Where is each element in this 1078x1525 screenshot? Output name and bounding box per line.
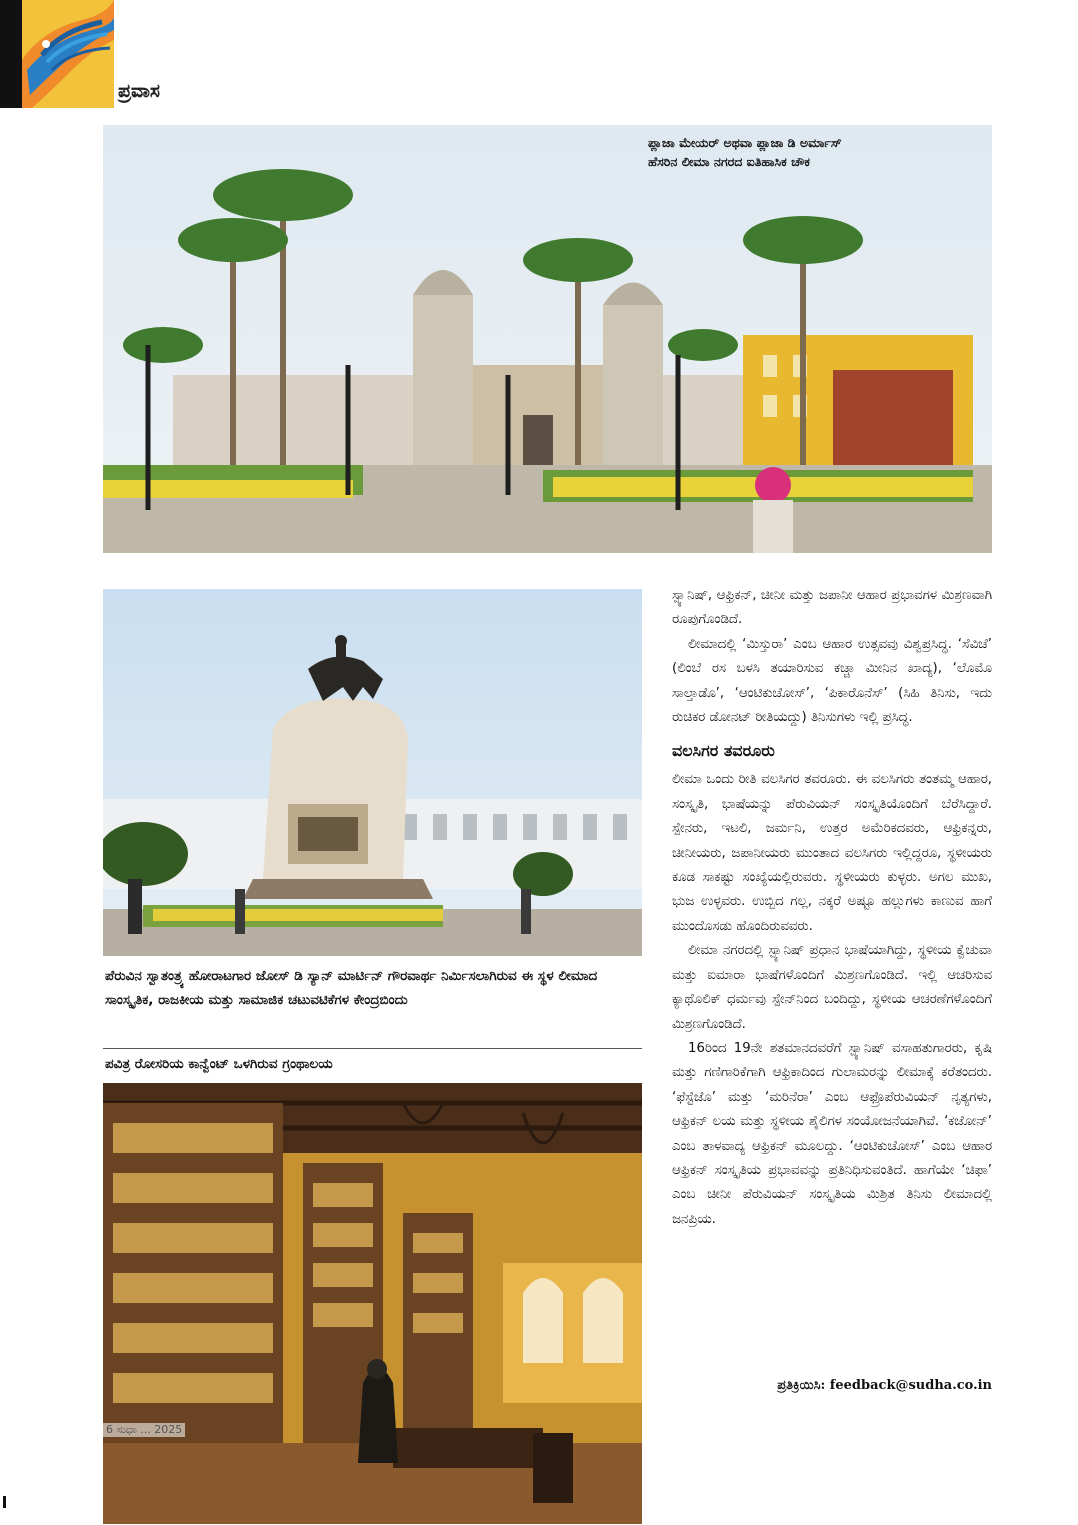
san-martin-statue-photo [103,589,642,956]
article-para-1: ಸ್ಪ್ಯಾನಿಷ್, ಆಫ್ರಿಕನ್, ಚೀನೀ ಮತ್ತು ಜಪಾನೀ ಆಹಾರ ಪ್ರಭಾವಗಳ ಮಿಶ್ರಣವಾಗಿ ರೂಪುಗೊಂಡಿದೆ. [672,588,992,628]
article-body [672,584,992,1232]
statue-caption: ಪೆರುವಿನ ಸ್ವಾತಂತ್ರ್ಯ ಹೋರಾಟಗಾರ ಜೋಸ್ ಡಿ ಸ್ಯಾನ್ ಮಾರ್ಟಿನ್ ಗೌರವಾರ್ಥ ನಿರ್ಮಿಸಲಾಗಿರುವ ಈ ಸ್ಥಳ ಲೀಮಾದ ಸಾಂಸ್ಕೃತಿಕ, ರಾಜಕೀಯ ಮತ್ತು ಸಾಮಾಜಿಕ ಚಟುವಟಿಕೆಗಳ ಕೇಂದ್ರಬಿಂದು [105,968,598,1008]
library-caption: ಪವಿತ್ರ ರೋಸರಿಯ ಕಾನ್ವೆಂಟ್ ಒಳಗಿರುವ ಗ್ರಂಥಾಲಯ [105,1056,333,1072]
page-edge-bar [0,0,22,108]
hero-caption [648,133,968,171]
article-subheading: ವಲಸಿಗರ ತವರೂರು [672,741,775,761]
convent-library-photo [103,1083,642,1524]
article-para-2: ಲೀಮಾದಲ್ಲಿ ‘ಮಿಸ್ತುರಾ’ ಎಂಬ ಆಹಾರ ಉತ್ಸವವು ವಿಶ್ವಪ್ರಸಿದ್ಧ. ‘ಸೆವಿಚೆ’ (ಲಿಂಬೆ ರಸ ಬಳಸಿ ತಯಾರಿಸುವ ಕಚ್ಚಾ ಮೀನಿನ ಖಾದ್ಯ), ‘ಲೊಮೊ ಸಾಲ್ತಾಡೊ’, ‘ಆಂಟಿಕುಚೋಸ್’, ‘ಪಿಕಾರೊನೆಸ್’ (ಸಿಹಿ ತಿನಿಸು, ಇದು ರುಚಿಕರ ಡೋನಟ್ ರೀತಿಯದ್ದು) ತಿನಿಸುಗಳು ಇಲ್ಲಿ ಪ್ರಸಿದ್ಧ. [672,636,992,726]
plaza-de-armas-photo [103,125,992,553]
crop-mark [3,1496,6,1508]
article-para-5: 16ರಿಂದ 19ನೇ ಶತಮಾನದವರೆಗೆ ಸ್ಪ್ಯಾನಿಷ್ ವಸಾಹತುಗಾರರು, ಕೃಷಿ ಮತ್ತು ಗಣಿಗಾರಿಕೆಗಾಗಿ ಆಫ್ರಿಕಾದಿಂದ ಗುಲಾಮರನ್ನು ಲೀಮಾಕ್ಕೆ ಕರೆತಂದರು. ‘ಫೆಸ್ಟೆಜೊ’ ಮತ್ತು ‘ಮರಿನೆರಾ’ ಎಂಬ ಆಫ್ರೊಪೆರುವಿಯನ್ ನೃತ್ಯಗಳು, ಆಫ್ರಿಕನ್ ಲಯ ಮತ್ತು ಸ್ಥಳೀಯ ಶೈಲಿಗಳ ಸಂಯೋಜನೆಯಾಗಿವೆ. ‘ಕಜೋನ್’ ಎಂಬ ತಾಳವಾದ್ಯ ಆಫ್ರಿಕನ್ ಮೂಲದ್ದು. ‘ಆಂಟಿಕುಚೋಸ್’ ಎಂಬ ಆಹಾರ ಆಫ್ರಿಕನ್ ಸಂಸ್ಕೃತಿಯ ಪ್ರಭಾವವನ್ನು ಪ್ರತಿನಿಧಿಸುವಂತಿದೆ. ಹಾಗೆಯೇ ‘ಚಿಫಾ’ ಎಂಬ ಚೀನೀ ಪೆರುವಿಯನ್ ಸಂಸ್ಕೃತಿಯ ಮಿಶ್ರಿತ ತಿನಿಸು ಲೀಮಾದಲ್ಲಿ ಜನಪ್ರಿಯ. [672,1040,992,1227]
caption-divider [103,1048,642,1049]
hero-caption-line2: ಹೆಸರಿನ ಲೀಮಾ ನಗರದ ಐತಿಹಾಸಿಕ ಚೌಕ [648,154,810,169]
section-label: ಪ್ರವಾಸ [118,80,161,102]
article-para-4: ಲೀಮಾ ನಗರದಲ್ಲಿ ಸ್ಪ್ಯಾನಿಷ್ ಪ್ರಧಾನ ಭಾಷೆಯಾಗಿದ್ದು, ಸ್ಥಳೀಯ ಕ್ವೆಚುವಾ ಮತ್ತು ಐಮಾರಾ ಭಾಷೆಗಳೊಂದಿಗೆ ಮಿಶ್ರಣಗೊಂಡಿದೆ. ಇಲ್ಲಿ ಆಚರಿಸುವ ಕ್ಯಾಥೊಲಿಕ್ ಧರ್ಮವು ಸ್ಪೇನ್‌ನಿಂದ ಬಂದಿದ್ದು, ಸ್ಥಳೀಯ ಆಚರಣೆಗಳೊಂದಿಗೆ ಮಿಶ್ರಣಗೊಂಡಿದೆ. [672,943,992,1032]
article-para-3: ಲೀಮಾ ಒಂದು ರೀತಿ ವಲಸಿಗರ ತವರೂರು. ಈ ವಲಸಿಗರು ತಂತಮ್ಮ ಆಹಾರ, ಸಂಸ್ಕೃತಿ, ಭಾಷೆಯನ್ನು ಪೆರುವಿಯನ್ ಸಂಸ್ಕೃತಿಯೊಂದಿಗೆ ಬೆರೆಸಿದ್ದಾರೆ. ಸ್ಪೇನರು, ಇಟಲಿ, ಜರ್ಮನಿ, ಉತ್ತರ ಅಮೆರಿಕದವರು, ಆಫ್ರಿಕನ್ನರು, ಚೀನೀಯರು, ಜಪಾನೀಯರು ಮುಂತಾದ ವಲಸಿಗರು ಇಲ್ಲಿದ್ದರೂ, ಸ್ಥಳೀಯರು ಕೂಡ ಸಾಕಷ್ಟು ಸಂಖ್ಯೆಯಲ್ಲಿರುವರು. ಸ್ಥಳೀಯರು ಕುಳ್ಳರು. ಅಗಲ ಮುಖ, ಭುಜ ಉಳ್ಳವರು. ಉಬ್ಬಿದ ಗಲ್ಲ, ನಕ್ಕರೆ ಅಷ್ಟೂ ಹಲ್ಲುಗಳು ಕಾಣುವ ಹಾಗೆ ಮುಂದೊಸಡು ಹೊಂದಿರುವವರು. [672,772,992,934]
hero-caption-line1: ಪ್ಲಾಜಾ ಮೇಯರ್ ಅಥವಾ ಪ್ಲಾಜಾ ಡಿ ಅರ್ಮಾಸ್ [648,135,842,150]
page-footer: 6 ಸುಧಾ ... 2025 [103,1423,185,1437]
bird-logo-icon [22,0,114,108]
feedback-email[interactable]: ಪ್ರತಿಕ್ರಿಯಿಸಿ: feedback@sudha.co.in [777,1378,992,1393]
